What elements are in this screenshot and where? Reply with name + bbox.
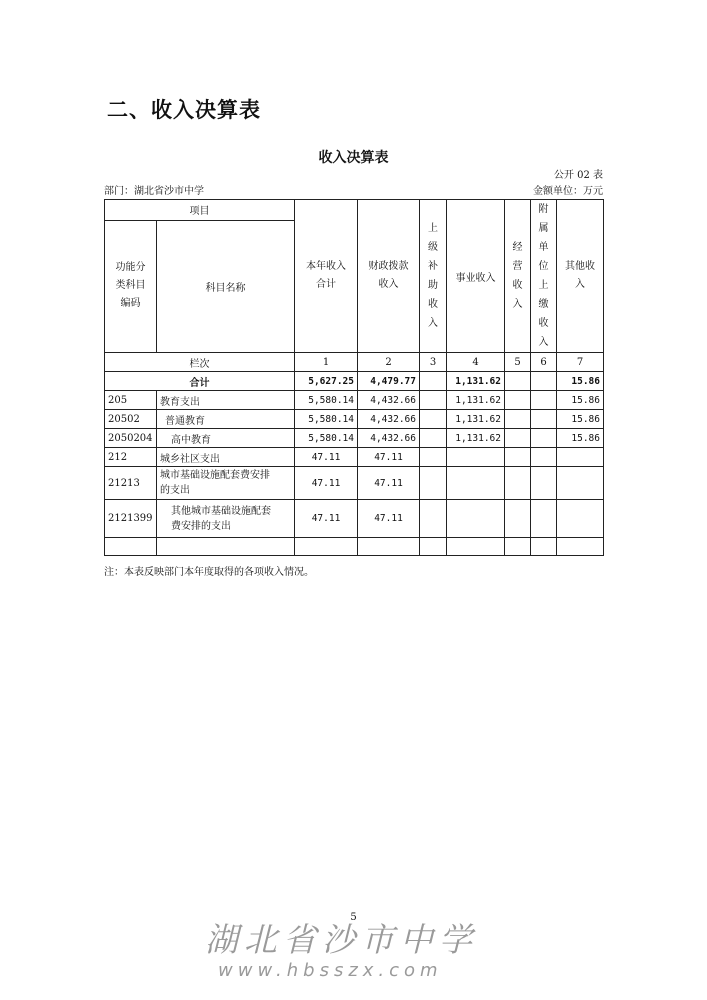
upper-cell: [420, 372, 447, 391]
total-header: 本年收入 合计: [295, 200, 358, 353]
name-cell: 城市基础设施配套费安排 的支出: [157, 467, 295, 500]
column-number: 4: [447, 353, 505, 372]
other-cell: 15.86: [557, 372, 604, 391]
total-cell: 47.11: [295, 448, 358, 467]
total-cell: 5,580.14: [295, 410, 358, 429]
subject-name-header: 科目名称: [157, 220, 295, 352]
column-number: 7: [557, 353, 604, 372]
empty-row: [105, 538, 604, 556]
table-row: [105, 391, 604, 410]
total-cell: 5,627.25: [295, 372, 358, 391]
table-row: [105, 448, 604, 467]
upper-cell: [420, 429, 447, 448]
operating-cell: [505, 410, 531, 429]
fiscal-cell: 47.11: [358, 467, 420, 500]
other-cell: 15.86: [557, 391, 604, 410]
business-cell: 1,131.62: [447, 410, 505, 429]
affiliated-header: 附 属 单 位 上 缴 收 入: [531, 200, 557, 353]
affiliated-cell: [531, 448, 557, 467]
code-cell: 20502: [105, 410, 157, 429]
affiliated-cell: [531, 500, 557, 538]
fiscal-cell: 4,432.66: [358, 429, 420, 448]
other-cell: [557, 467, 604, 500]
code-cell: 205: [105, 391, 157, 410]
column-number-row: [105, 353, 604, 372]
affiliated-cell: [531, 372, 557, 391]
column-number: 2: [358, 353, 420, 372]
column-number: 6: [531, 353, 557, 372]
upper-cell: [420, 467, 447, 500]
fiscal-cell: 47.11: [358, 448, 420, 467]
upper-cell: [420, 500, 447, 538]
other-cell: [557, 500, 604, 538]
page-number: 5: [350, 912, 357, 923]
business-cell: 1,131.62: [447, 391, 505, 410]
code-cell: 21213: [105, 467, 157, 500]
affiliated-cell: [531, 429, 557, 448]
other-header: 其他收 入: [557, 200, 604, 353]
operating-cell: [505, 372, 531, 391]
form-number: 公开 02 表: [553, 170, 603, 181]
total-cell: 5,580.14: [295, 429, 358, 448]
table-row: [105, 500, 604, 538]
affiliated-cell: [531, 467, 557, 500]
name-cell: 教育支出: [157, 391, 295, 410]
code-cell: 2050204: [105, 429, 157, 448]
upper-cell: [420, 448, 447, 467]
department-label: 部门：湖北省沙市中学: [104, 186, 204, 197]
upper-cell: [420, 391, 447, 410]
fiscal-cell: 4,479.77: [358, 372, 420, 391]
business-cell: [447, 467, 505, 500]
column-number: 5: [505, 353, 531, 372]
fiscal-cell: 4,432.66: [358, 410, 420, 429]
business-cell: 1,131.62: [447, 372, 505, 391]
name-cell: 城乡社区支出: [157, 448, 295, 467]
total-label: 合计: [105, 372, 295, 391]
other-cell: 15.86: [557, 429, 604, 448]
column-label: 栏次: [105, 353, 295, 372]
column-number: 1: [295, 353, 358, 372]
code-cell: 212: [105, 448, 157, 467]
project-header: 项目: [105, 200, 295, 221]
total-cell: 47.11: [295, 500, 358, 538]
operating-cell: [505, 467, 531, 500]
name-cell: 高中教育: [157, 429, 295, 448]
business-cell: [447, 500, 505, 538]
watermark-school-name: 湖北省沙市中学: [205, 920, 478, 959]
table-row: [105, 410, 604, 429]
total-row: [105, 372, 604, 391]
business-header: 事业收入: [447, 200, 505, 353]
operating-cell: [505, 500, 531, 538]
income-table: [104, 199, 604, 556]
table-row: [105, 467, 604, 500]
unit-label: 金额单位：万元: [533, 186, 603, 197]
name-cell: 普通教育: [157, 410, 295, 429]
fiscal-header: 财政拨款 收入: [358, 200, 420, 353]
operating-header: 经 营 收 入: [505, 200, 531, 353]
operating-cell: [505, 448, 531, 467]
operating-cell: [505, 429, 531, 448]
upper-cell: [420, 410, 447, 429]
footnote: 注：本表反映部门本年度取得的各项收入情况。: [104, 567, 314, 578]
section-title: 二、收入决算表: [107, 98, 261, 122]
name-cell: 其他城市基础设施配套 费安排的支出: [157, 500, 295, 538]
table-title: 收入决算表: [318, 150, 389, 166]
other-cell: 15.86: [557, 410, 604, 429]
watermark-url: www.hbsszx.com: [218, 960, 443, 981]
business-cell: [447, 448, 505, 467]
upper-subsidy-header: 上 级 补 助 收 入: [420, 200, 447, 353]
code-cell: 2121399: [105, 500, 157, 538]
business-cell: 1,131.62: [447, 429, 505, 448]
operating-cell: [505, 391, 531, 410]
other-cell: [557, 448, 604, 467]
fiscal-cell: 47.11: [358, 500, 420, 538]
table-meta: [104, 182, 603, 197]
column-number: 3: [420, 353, 447, 372]
affiliated-cell: [531, 410, 557, 429]
fiscal-cell: 4,432.66: [358, 391, 420, 410]
total-cell: 47.11: [295, 467, 358, 500]
table-row: [105, 429, 604, 448]
func-code-header: 功能分 类科目 编码: [105, 220, 157, 352]
total-cell: 5,580.14: [295, 391, 358, 410]
affiliated-cell: [531, 391, 557, 410]
